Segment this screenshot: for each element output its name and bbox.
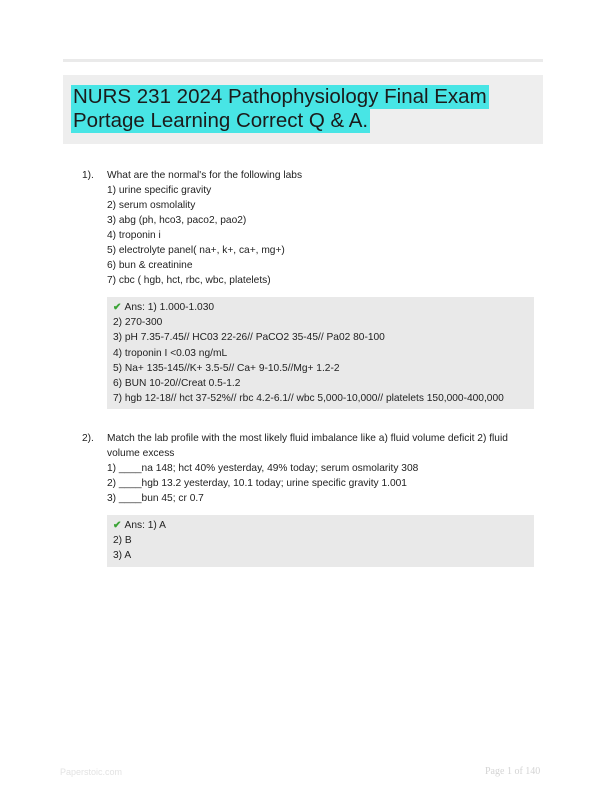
question-line: 1) ____na 148; hct 40% yesterday, 49% today; serum osmolarity 308 bbox=[107, 463, 419, 474]
question-number: 1). bbox=[82, 170, 94, 181]
answer-line: 3) A bbox=[113, 550, 132, 562]
question-number: 2). bbox=[82, 433, 94, 444]
answer-line: 5) Na+ 135-145//K+ 3.5-5// Ca+ 9-10.5//Mg+ 1.2-2 bbox=[113, 362, 340, 374]
answer-text: Ans: 1) A bbox=[124, 520, 166, 531]
answer-box bbox=[107, 515, 534, 567]
answer-line: 2) B bbox=[113, 535, 132, 547]
question-line: 2) ____hgb 13.2 yesterday, 10.1 today; urine specific gravity 1.001 bbox=[107, 478, 407, 489]
answer-line bbox=[113, 518, 528, 533]
question-text: What are the normal's for the following labs bbox=[107, 170, 303, 181]
page-title-line-2: Portage Learning Correct Q & A. bbox=[73, 109, 369, 132]
page-number: Page 1 of 140 bbox=[485, 766, 541, 777]
footer-site: Paperstoic.com bbox=[60, 767, 123, 777]
question-line: 4) troponin i bbox=[107, 230, 161, 241]
question-line: 3) ____bun 45; cr 0.7 bbox=[107, 493, 204, 504]
question-line: 7) cbc ( hgb, hct, rbc, wbc, platelets) bbox=[107, 275, 271, 286]
title-box bbox=[63, 75, 543, 144]
question-text: volume excess bbox=[107, 448, 175, 459]
answer-line: 7) hgb 12-18// hct 37-52%// rbc 4.2-6.1// wbc 5,000-10,000// platelets 150,000-400,000 bbox=[113, 393, 504, 405]
question-1 bbox=[82, 168, 552, 409]
question-line: 3) abg (ph, hco3, paco2, pao2) bbox=[107, 215, 247, 226]
question-line: 6) bun & creatinine bbox=[107, 260, 193, 271]
answer-line bbox=[113, 300, 528, 315]
answer-line: 6) BUN 10-20//Creat 0.5-1.2 bbox=[113, 378, 241, 390]
answer-text: Ans: 1) 1.000-1.030 bbox=[124, 302, 215, 313]
answer-line: 3) pH 7.35-7.45// HC03 22-26// PaCO2 35-45// Pa02 80-100 bbox=[113, 332, 385, 344]
check-icon: ✔ bbox=[113, 520, 122, 531]
answer-line: 2) 270-300 bbox=[113, 317, 163, 329]
check-icon: ✔ bbox=[113, 302, 122, 313]
question-body bbox=[107, 431, 552, 567]
question-line: 5) electrolyte panel( na+, k+, ca+, mg+) bbox=[107, 245, 285, 256]
answer-line: 4) troponin I <0.03 ng/mL bbox=[113, 347, 228, 359]
page-title-line-1: NURS 231 2024 Pathophysiology Final Exam bbox=[73, 85, 487, 108]
question-line: 2) serum osmolality bbox=[107, 200, 196, 211]
question-line: 1) urine specific gravity bbox=[107, 185, 212, 196]
question-text: Match the lab profile with the most likely fluid imbalance like a) fluid volume deficit 2) fluid bbox=[107, 433, 508, 444]
question-body bbox=[107, 168, 552, 409]
top-divider bbox=[63, 59, 543, 62]
answer-box bbox=[107, 297, 534, 409]
question-2 bbox=[82, 431, 552, 567]
